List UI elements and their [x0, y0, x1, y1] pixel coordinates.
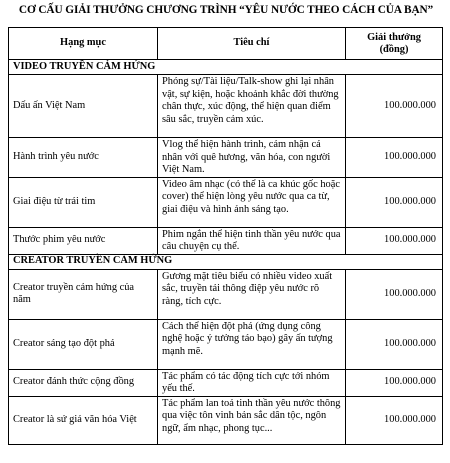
table-row	[9, 75, 443, 138]
table-row	[9, 177, 443, 227]
category-cell: Creator sáng tạo đột phá	[9, 319, 158, 369]
award-cell: 100.000.000	[346, 177, 443, 227]
criteria-cell: Gương mặt tiêu biểu có nhiều video xuất sắc, truyền tải thông điệp yêu nước rõ ràng, tích cực.	[158, 269, 346, 319]
table-row	[9, 138, 443, 178]
award-cell: 100.000.000	[346, 369, 443, 396]
table-row	[9, 369, 443, 396]
table-header-row	[9, 28, 443, 60]
table-row	[9, 319, 443, 369]
criteria-cell: Phim ngắn thể hiện tinh thần yêu nước qua câu chuyện cụ thể.	[158, 227, 346, 254]
criteria-cell: Vlog thể hiện hành trình, cảm nhận cá nhân với quê hương, văn hóa, con người Việt Nam.	[158, 138, 346, 178]
category-cell: Thước phim yêu nước	[9, 227, 158, 254]
category-cell: Creator truyền cảm hứng của năm	[9, 269, 158, 319]
criteria-cell: Cách thể hiện đột phá (ứng dụng công nghệ hoặc ý tưởng táo bạo) gây ấn tượng mạnh mẽ.	[158, 319, 346, 369]
award-cell: 100.000.000	[346, 75, 443, 138]
section-row-creator	[9, 254, 443, 269]
header-award	[346, 28, 443, 60]
section-title: CREATOR TRUYỀN CẢM HỨNG	[9, 254, 443, 269]
category-cell: Dấu ấn Việt Nam	[9, 75, 158, 138]
table-row	[9, 396, 443, 444]
table-row	[9, 227, 443, 254]
criteria-cell: Tác phẩm có tác động tích cực tới nhóm yếu thế.	[158, 369, 346, 396]
section-row-video	[9, 60, 443, 75]
category-cell: Hành trình yêu nước	[9, 138, 158, 178]
award-cell: 100.000.000	[346, 227, 443, 254]
award-cell: 100.000.000	[346, 396, 443, 444]
criteria-cell: Phóng sự/Tài liệu/Talk-show ghi lại nhân vật, sự kiện, hoặc khoảnh khắc đời thường chân thực, xúc động, thể hiện quan điểm sâu sắc, truyền cảm xúc.	[158, 75, 346, 138]
table-row	[9, 269, 443, 319]
award-cell: 100.000.000	[346, 269, 443, 319]
header-award-line1: Giải thưởng	[367, 31, 421, 43]
award-cell: 100.000.000	[346, 319, 443, 369]
header-criteria: Tiêu chí	[158, 28, 346, 60]
awards-table	[8, 27, 443, 445]
category-cell: Creator đánh thức cộng đồng	[9, 369, 158, 396]
criteria-cell: Video âm nhạc (có thể là ca khúc gốc hoặc cover) thể hiện lòng yêu nước qua ca từ, giai điệu và hình ảnh sáng tạo.	[158, 177, 346, 227]
criteria-cell: Tác phẩm lan toả tinh thần yêu nước thông qua việc tôn vinh bản sắc dân tộc, ngôn ngữ, ẩm nhạc, phong tục...	[158, 396, 346, 444]
award-cell: 100.000.000	[346, 138, 443, 178]
header-award-line2: (đồng)	[379, 43, 409, 55]
category-cell: Giai điệu từ trái tim	[9, 177, 158, 227]
category-cell: Creator là sứ giả văn hóa Việt	[9, 396, 158, 444]
page-title: CƠ CẤU GIẢI THƯỞNG CHƯƠNG TRÌNH “YÊU NƯỚC THEO CÁCH CỦA BẠN”	[18, 4, 434, 16]
header-category: Hạng mục	[9, 28, 158, 60]
section-title: VIDEO TRUYỀN CẢM HỨNG	[9, 60, 443, 75]
